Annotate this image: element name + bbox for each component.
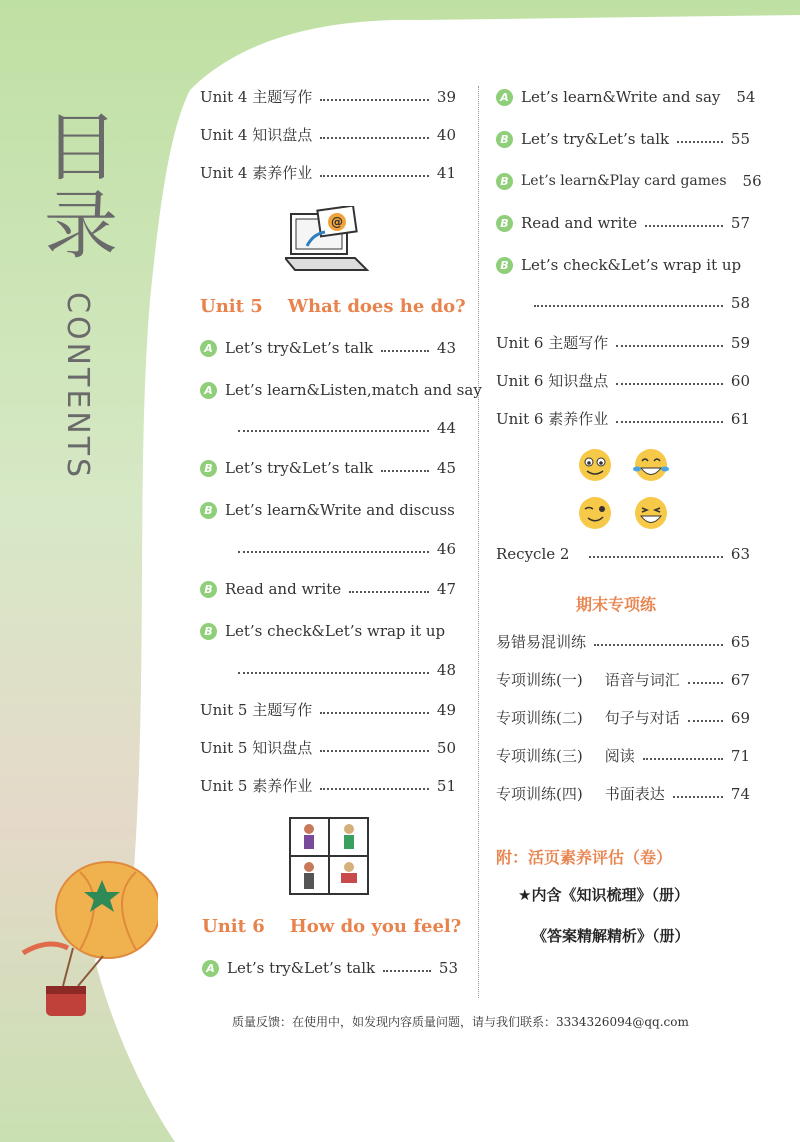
page-number: 63 (730, 545, 750, 563)
toc-entry-special-2[interactable]: 专项训练(二) 句子与对话 69 (496, 708, 750, 727)
page-number: 54 (736, 88, 756, 106)
svg-text:@: @ (331, 215, 343, 229)
section-b-icon: B (496, 215, 513, 232)
toc-entry-special-1[interactable]: 专项训练(一) 语音与词汇 67 (496, 670, 750, 689)
laptop-email-illustration (285, 206, 375, 272)
section-b-icon: B (496, 131, 513, 148)
column-divider (478, 86, 479, 998)
page-number: 69 (730, 708, 750, 727)
page-number: 47 (436, 580, 456, 598)
section-b-icon: B (200, 502, 217, 519)
section-a-icon: A (496, 89, 513, 106)
toc-entry-special-3[interactable]: 专项训练(三) 阅读 71 (496, 746, 750, 765)
page-title: 目录 (32, 108, 118, 264)
page-number: 56 (742, 172, 762, 190)
page-number: 58 (730, 294, 750, 312)
toc-entry-unit5-b-learn[interactable]: B Let’s learn&Write and discuss (200, 501, 460, 519)
toc-entry-unit6-a-learn[interactable]: A Let’s learn&Write and say 54 (496, 88, 750, 106)
emoji-faces-illustration (575, 447, 675, 533)
toc-entry-unit5-b-talk[interactable]: B Let’s try&Let’s talk 45 (200, 459, 456, 477)
page-number: 49 (436, 700, 456, 719)
toc-entry-unit5-b-learn-page[interactable] (238, 540, 456, 558)
page-number: 44 (436, 419, 456, 437)
toc-entry-unit6-b-talk[interactable]: B Let’s try&Let’s talk 55 (496, 130, 750, 148)
page-number: 45 (436, 459, 456, 477)
toc-entry-unit5-b-read[interactable]: B Read and write 47 (200, 580, 456, 598)
section-a-icon: A (200, 340, 217, 357)
final-practice-heading: 期末专项练 (576, 595, 657, 614)
page-number: 65 (730, 632, 750, 651)
toc-entry-special-4[interactable]: 专项训练(四) 书面表达 74 (496, 784, 750, 803)
toc-entry-unit6-homework[interactable]: Unit 6 素养作业 61 (496, 409, 750, 428)
comic-panel-illustration (289, 817, 369, 895)
page-number: 60 (730, 371, 750, 390)
appendix-heading: 附：活页素养评估（卷） (496, 848, 673, 867)
page-number: 74 (730, 784, 750, 803)
toc-entry-unit5-review[interactable]: Unit 5 知识盘点 50 (200, 738, 456, 757)
feedback-footer: 质量反馈：在使用中，如发现内容质量问题，请与我们联系：3334326094@qq.com (232, 1015, 689, 1029)
toc-entry-recycle-2[interactable]: Recycle 2 63 (496, 545, 750, 563)
toc-entry-unit5-b-check[interactable]: B Let’s check&Let’s wrap it up (200, 622, 460, 640)
toc-entry-unit6-a-talk[interactable]: A Let’s try&Let’s talk 53 (202, 959, 458, 977)
page-number: 46 (436, 540, 456, 558)
toc-entry-error-training[interactable]: 易错易混训练 65 (496, 632, 750, 651)
toc-entry-unit4-writing[interactable]: Unit 4 主题写作 39 (200, 87, 456, 106)
toc-entry-unit4-homework[interactable]: Unit 4 素养作业 41 (200, 163, 456, 182)
toc-entry-unit5-b-check-page[interactable] (238, 661, 456, 679)
toc-entry-unit5-a-talk[interactable]: A Let’s try&Let’s talk 43 (200, 339, 456, 357)
page-number: 50 (436, 738, 456, 757)
page-number: 40 (436, 125, 456, 144)
toc-entry-unit6-b-check[interactable]: B Let’s check&Let’s wrap it up (496, 256, 750, 274)
page-number: 71 (730, 746, 750, 765)
toc-entry-unit5-a-learn[interactable]: A Let’s learn&Listen,match and say (200, 381, 460, 399)
toc-entry-unit6-writing[interactable]: Unit 6 主题写作 59 (496, 333, 750, 352)
unit5-heading: Unit 5 What does he do? (200, 296, 466, 317)
page-number: 41 (436, 163, 456, 182)
toc-entry-unit4-review[interactable]: Unit 4 知识盘点 40 (200, 125, 456, 144)
toc-entry-unit6-b-read[interactable]: B Read and write 57 (496, 214, 750, 232)
page-number: 55 (730, 130, 750, 148)
section-b-icon: B (200, 460, 217, 477)
section-b-icon: B (200, 581, 217, 598)
toc-entry-unit5-homework[interactable]: Unit 5 素养作业 51 (200, 776, 456, 795)
section-b-icon: B (200, 623, 217, 640)
toc-entry-unit6-b-check-page[interactable] (534, 294, 750, 312)
page-number: 51 (436, 776, 456, 795)
hot-air-balloon-illustration (18, 858, 158, 1033)
section-b-icon: B (496, 173, 513, 190)
page-number: 67 (730, 670, 750, 689)
page-number: 39 (436, 87, 456, 106)
page-number: 48 (436, 661, 456, 679)
unit6-heading: Unit 6 How do you feel? (202, 916, 462, 937)
toc-entry-unit6-b-learn[interactable]: B Let’s learn&Play card games 56 (496, 172, 750, 190)
section-a-icon: A (200, 382, 217, 399)
toc-entry-unit5-writing[interactable]: Unit 5 主题写作 49 (200, 700, 456, 719)
toc-entry-unit5-a-learn-page[interactable] (238, 419, 456, 437)
page-number: 53 (438, 959, 458, 977)
page-number: 57 (730, 214, 750, 232)
page-title-english: CONTENTS (60, 292, 95, 481)
page-number: 43 (436, 339, 456, 357)
appendix-note-answers: 《答案精解精析》（册） (532, 927, 690, 945)
toc-entry-unit6-review[interactable]: Unit 6 知识盘点 60 (496, 371, 750, 390)
section-a-icon: A (202, 960, 219, 977)
page-number: 59 (730, 333, 750, 352)
page-number: 61 (730, 409, 750, 428)
appendix-note-knowledge: ★内含《知识梳理》（册） (518, 886, 689, 904)
section-b-icon: B (496, 257, 513, 274)
